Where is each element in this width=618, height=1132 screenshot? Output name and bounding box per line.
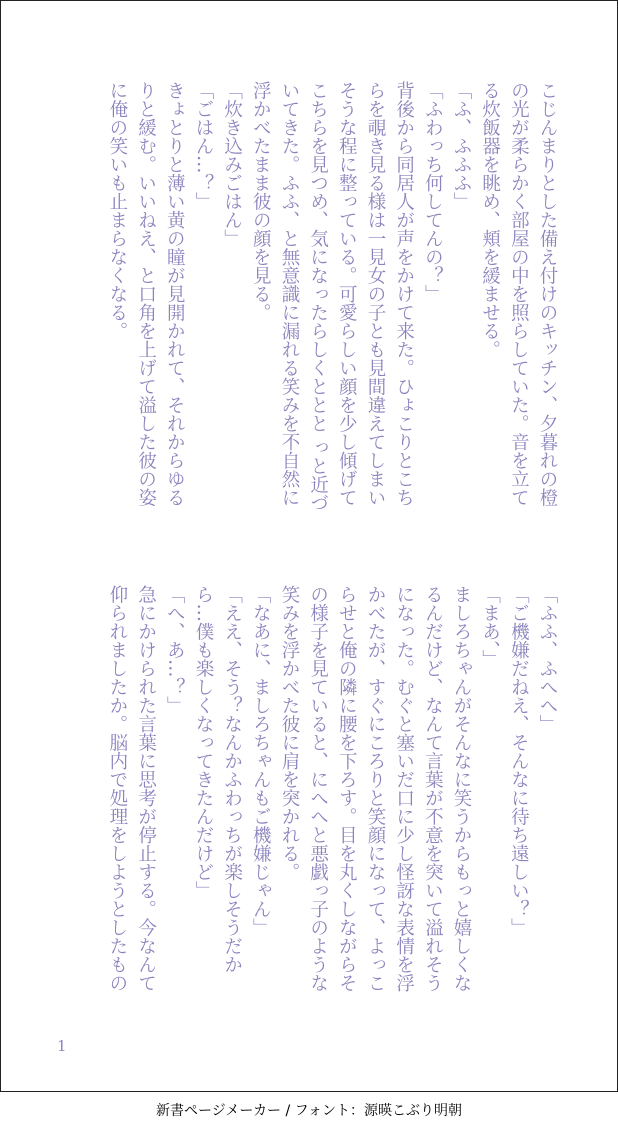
page-number: 1 — [57, 1037, 67, 1055]
paragraph: 「なあに、ましろちゃんもご機嫌じゃん」 — [250, 585, 272, 937]
footer-credit: 新書ページメーカー / フォント：源暎こぶり明朝 — [156, 1103, 462, 1119]
paragraph: 「ええ、そう？なんかふわっちが楽しそうだから…僕も楽しくなってきたんだけど」 — [192, 585, 243, 974]
paragraph: 「ご機嫌だねえ、そんなに待ち遠しい？」 — [508, 585, 530, 937]
paragraph: きょとりと薄い黄の瞳が見開かれて、それからゆるりと緩む。いいねえ、と口角を上げて溢した彼の姿に俺の笑いも止まらなくなる。 — [106, 81, 186, 507]
paragraph: ましろちゃんがそんなに笑うからもっと嬉しくなるんだけど、なんて言葉が不意を突いて溢れそうになった。むぐと塞いだ口に少し怪訝な表情を浮かべたが、すぐにころりと笑顔になって、よっこらせと俺の隣に腰を下ろす。目を丸くしながらその様子を見ていると、にへへと悪戯っ子のような笑みを浮かべた彼に肩を突かれる。 — [278, 585, 472, 992]
paragraph: 「まあ、」 — [479, 585, 501, 669]
paragraph: 「へ、あ…？」 — [164, 585, 186, 715]
paragraph: 「ふ、ふふふ」 — [450, 81, 472, 211]
upper-text-block — [51, 81, 561, 521]
paragraph: こじんまりとした備え付けのキッチン、夕暮れの橙の光が柔らかく部屋の中を照らしていた。音を立てる炊飯器を眺め、頬を緩ませる。 — [479, 81, 558, 507]
paragraph: 「ごはん…？」 — [192, 81, 214, 211]
paragraph: 「ふわっち何してんの？」 — [422, 81, 444, 303]
lower-text-block — [51, 585, 561, 1005]
paragraph: 「炊き込みごはん」 — [221, 81, 243, 248]
paragraph: 背後から同居人が声をかけて来た。ひょこりとこちらを覗き見る様は一見女の子とも見間違えてしまいそうな程に整っている。可愛らしい顔を少し傾げてこちらを見つめ、気になったらしくととと っと近づいてきた。ふふ、と無意識に漏れる笑みを不自然に浮かべたまま彼の顔を見る。 — [250, 81, 415, 513]
paragraph: 「ふふ、ふへへ」 — [537, 585, 558, 733]
paragraph: 急にかけられた言葉に思考が停止する。今なんて仰られましたか。脳内で処理をしようとしたもの — [106, 585, 157, 992]
